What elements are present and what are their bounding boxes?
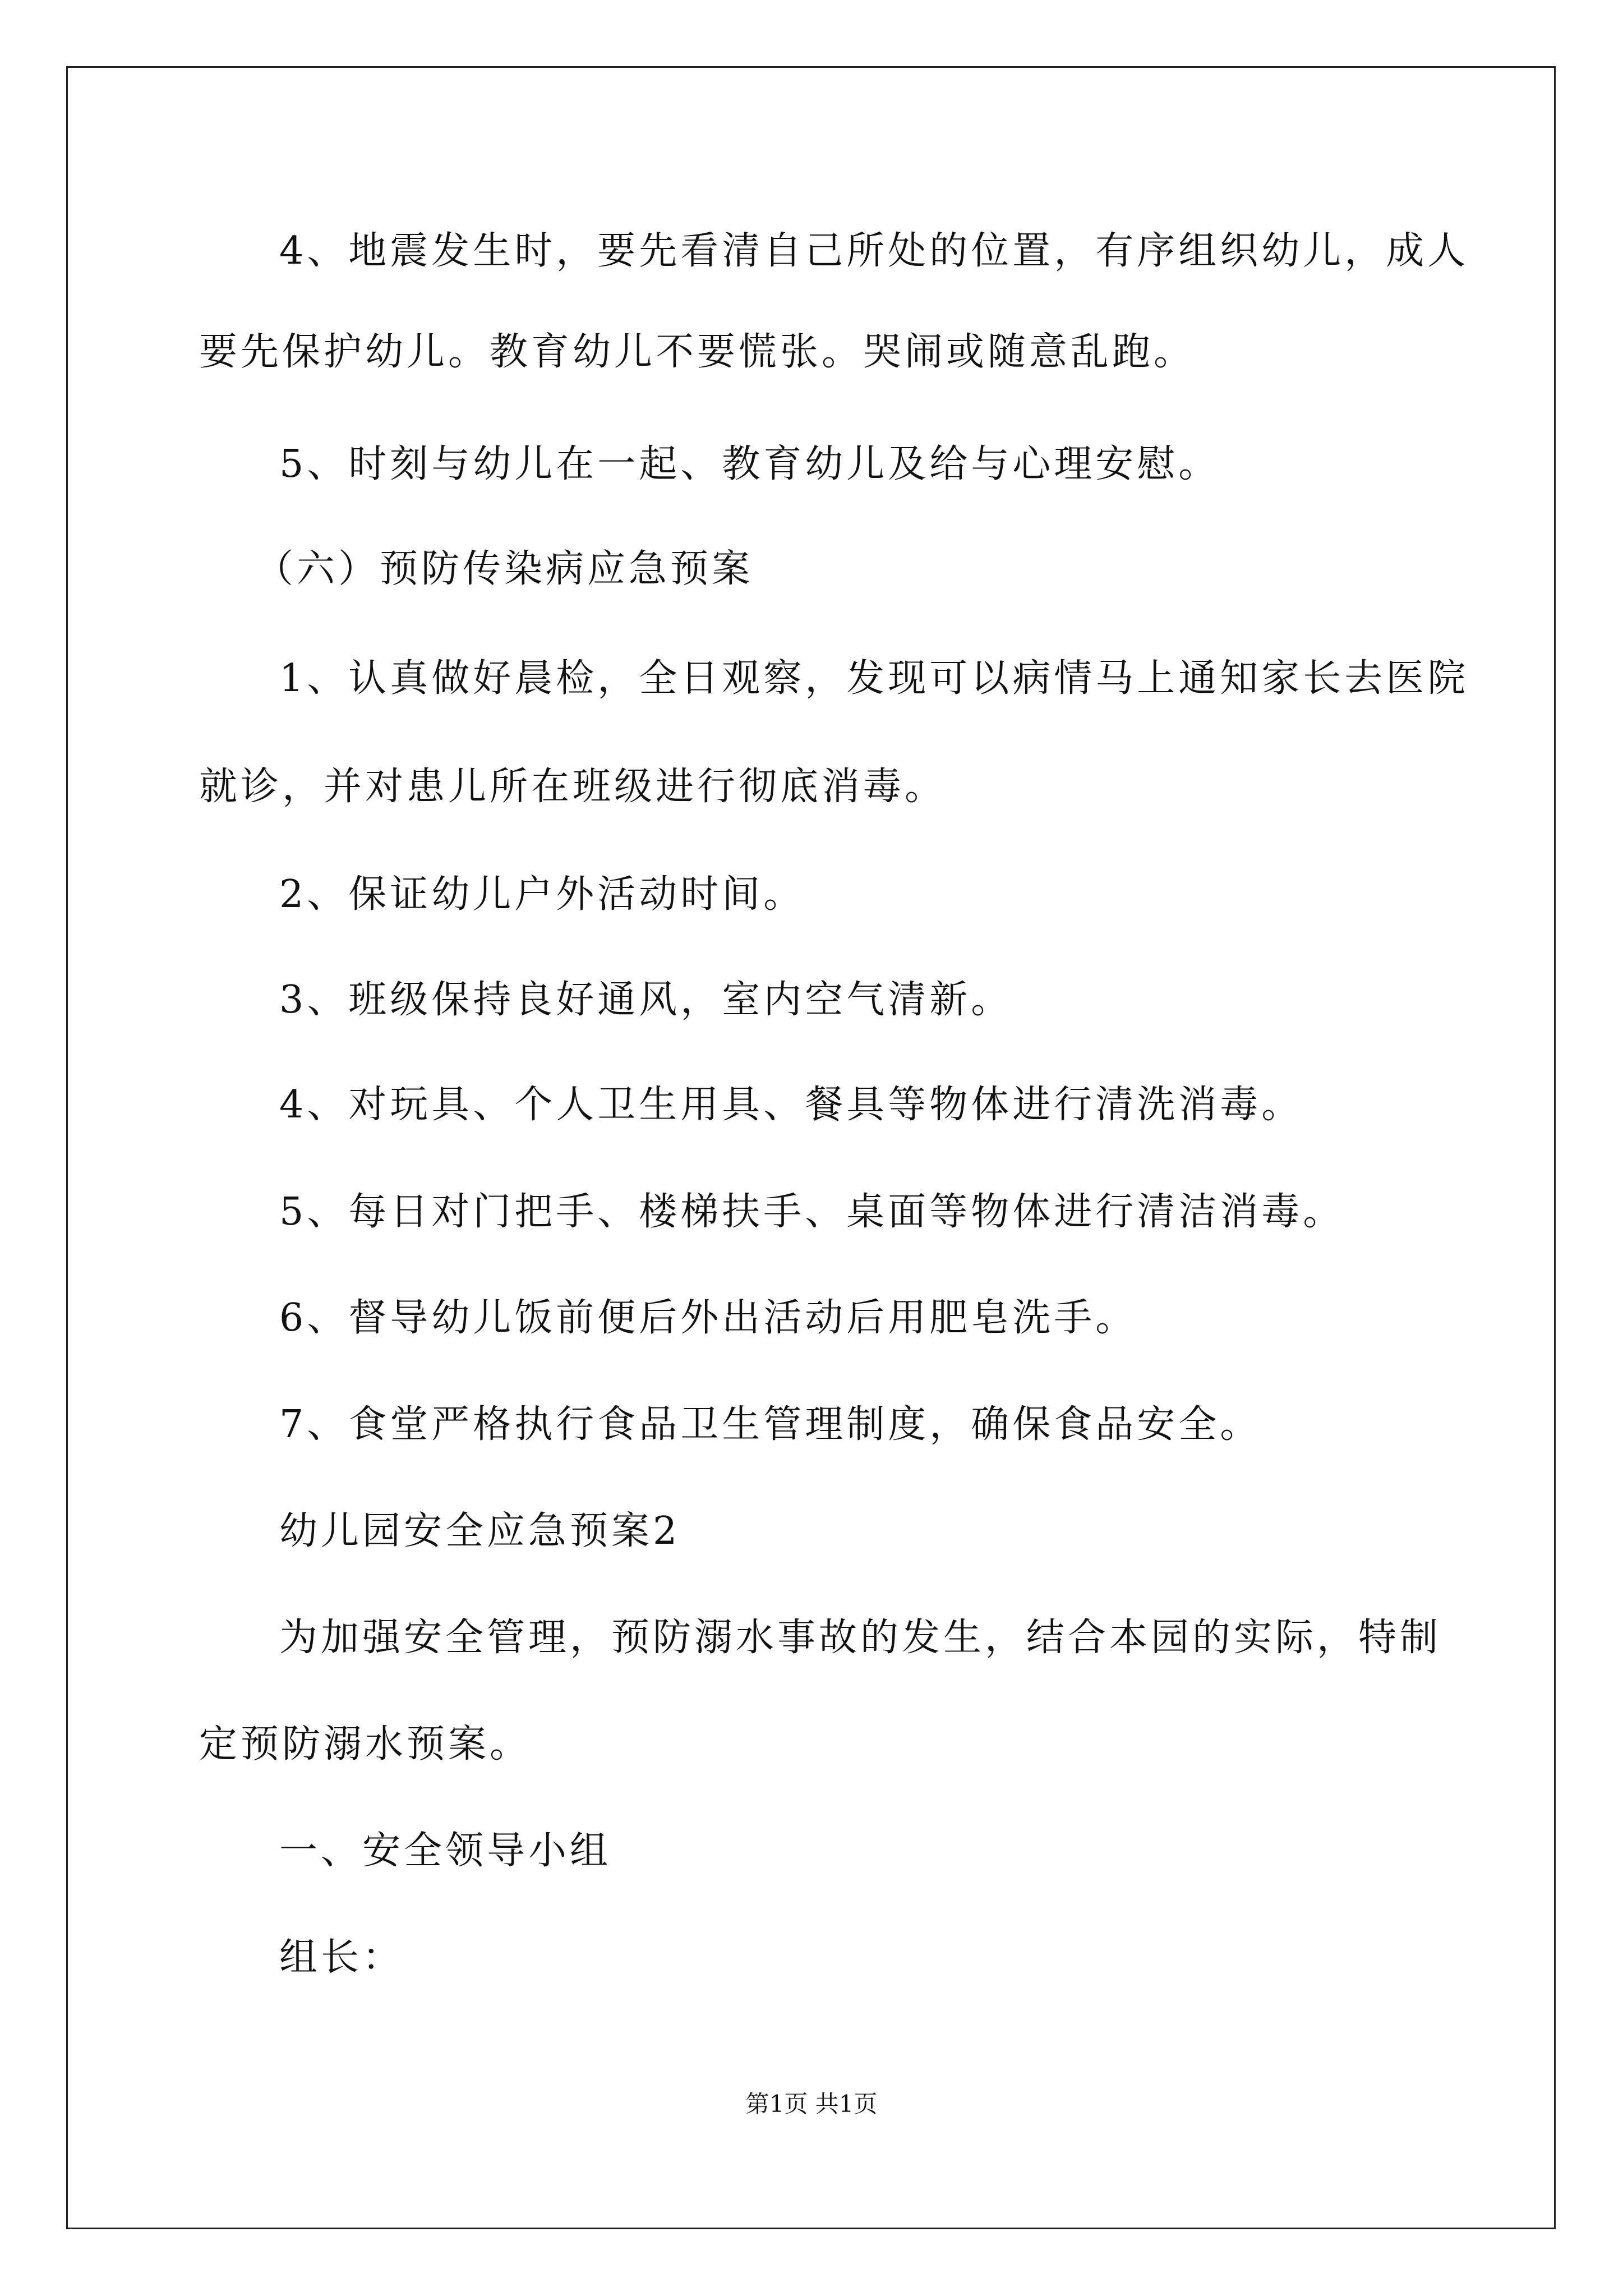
paragraph-line: 1、认真做好晨检，全日观察，发现可以病情马上通知家长去医院 — [279, 656, 1469, 701]
paragraph-line: 组长： — [279, 1935, 404, 1980]
paragraph-line: 6、督导幼儿饭前便后外出活动后用肥皂洗手。 — [279, 1296, 1137, 1340]
paragraph-line: 2、保证幼儿户外活动时间。 — [279, 872, 805, 917]
section-heading: 幼儿园安全应急预案2 — [279, 1509, 681, 1553]
paragraph-line: 要先保护幼儿。教育幼儿不要慌张。哭闹或随意乱跑。 — [199, 330, 1196, 374]
paragraph-line: 就诊，并对患儿所在班级进行彻底消毒。 — [199, 765, 947, 809]
paragraph-line: 5、每日对门把手、楼梯扶手、桌面等物体进行清洁消毒。 — [279, 1190, 1345, 1234]
page-footer: 第1页 共1页 — [745, 2090, 878, 2118]
paragraph-line: 4、对玩具、个人卫生用具、餐具等物体进行清洗消毒。 — [279, 1083, 1303, 1127]
paragraph-line: 5、时刻与幼儿在一起、教育幼儿及给与心理安慰。 — [279, 442, 1220, 486]
section-heading: （六）预防传染病应急预案 — [255, 547, 754, 591]
paragraph-line: 7、食堂严格执行食品卫生管理制度，确保食品安全。 — [279, 1402, 1262, 1447]
paragraph-line: 为加强安全管理，预防溺水事故的发生，结合本园的实际，特制 — [279, 1616, 1442, 1660]
paragraph-line: 定预防溺水预案。 — [199, 1722, 532, 1766]
page-border — [66, 66, 1556, 2229]
section-heading: 一、安全领导小组 — [279, 1829, 612, 1873]
paragraph-line: 3、班级保持良好通风，室内空气清新。 — [279, 978, 1013, 1022]
paragraph-line: 4、地震发生时，要先看清自己所处的位置，有序组织幼儿，成人 — [279, 229, 1469, 273]
